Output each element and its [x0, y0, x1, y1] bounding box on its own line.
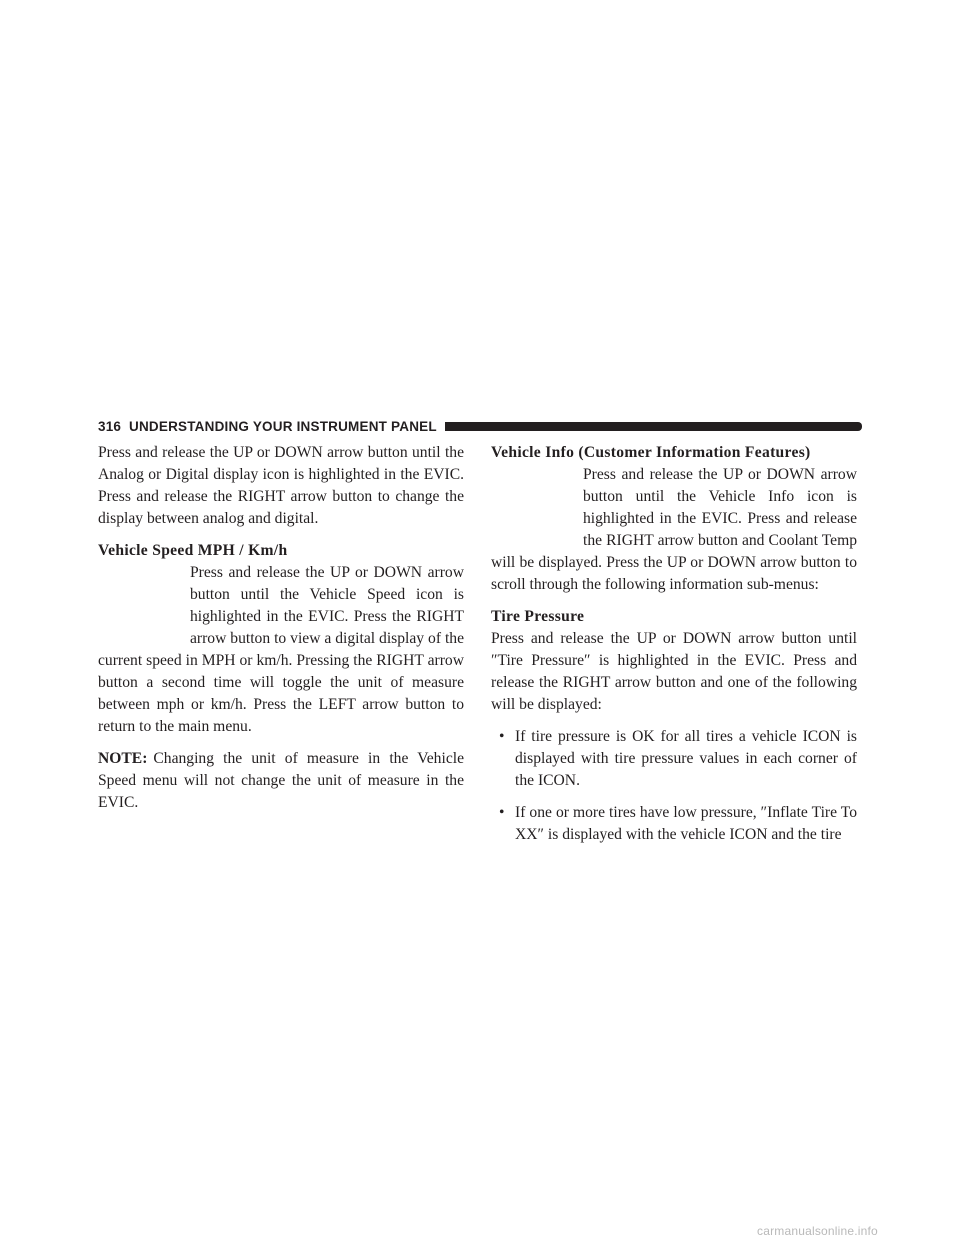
note-text: Changing the unit of measure in the Vehicle Speed menu will not change the unit of measure in the EVIC. — [98, 750, 464, 811]
bullet-icon: • — [499, 728, 505, 745]
intro-paragraph: Press and release the UP or DOWN arrow button until the Analog or Digital display icon is highlighted in the EVIC. Press and release the RIGHT arrow button to change the display between analog and digital. — [98, 444, 464, 527]
vehicle-info-section — [491, 442, 857, 596]
page-header — [98, 416, 862, 436]
vehicle-info-icon-space — [491, 464, 583, 551]
tire-pressure-heading: Tire Pressure — [491, 608, 585, 625]
watermark: carmanualsonline.info — [757, 1224, 878, 1238]
header-rule — [445, 422, 862, 431]
page-number: 316 — [98, 418, 122, 434]
vehicle-info-heading: Vehicle Info (Customer Information Features) — [491, 444, 811, 461]
vehicle-speed-icon-space — [98, 562, 190, 649]
list-item: • If one or more tires have low pressure, ″Inflate Tire To XX″ is displayed with the vehicle ICON and the tire — [499, 804, 857, 843]
note-paragraph — [98, 748, 464, 814]
tire-pressure-section — [491, 606, 857, 846]
left-column — [98, 442, 464, 824]
vehicle-speed-body: Press and release the UP or DOWN arrow button until the Vehicle Speed icon is highlighted in the EVIC. Press the RIGHT arrow button to view a digital display of the current speed in MPH or km/h. Pressing the RIGHT arrow button a second time will toggle the unit of measure between mph or km/h. Press the LEFT arrow button to return to the main menu. — [98, 564, 464, 735]
right-column — [491, 442, 857, 856]
section-title: UNDERSTANDING YOUR INSTRUMENT PANEL — [129, 418, 437, 434]
bullet-icon: • — [499, 804, 505, 821]
vehicle-speed-heading: Vehicle Speed MPH / Km/h — [98, 542, 288, 559]
tire-pressure-body: Press and release the UP or DOWN arrow button until ″Tire Pressure″ is highlighted in the EVIC. Press and release the RIGHT arrow button and one of the following will be displayed: — [491, 630, 857, 713]
tire-pressure-list — [491, 726, 857, 846]
note-label: NOTE: — [98, 750, 148, 767]
list-item: • If tire pressure is OK for all tires a vehicle ICON is displayed with tire pressure values in each corner of the ICON. — [499, 728, 857, 789]
page-header-title — [98, 419, 437, 434]
vehicle-speed-section — [98, 540, 464, 738]
vehicle-info-body: Press and release the UP or DOWN arrow button until the Vehicle Info icon is highlighted in the EVIC. Press and release the RIGHT arrow button and Coolant Temp will be displayed. Press the UP or DOWN arrow button to scroll through the following information sub-menus: — [491, 466, 857, 593]
